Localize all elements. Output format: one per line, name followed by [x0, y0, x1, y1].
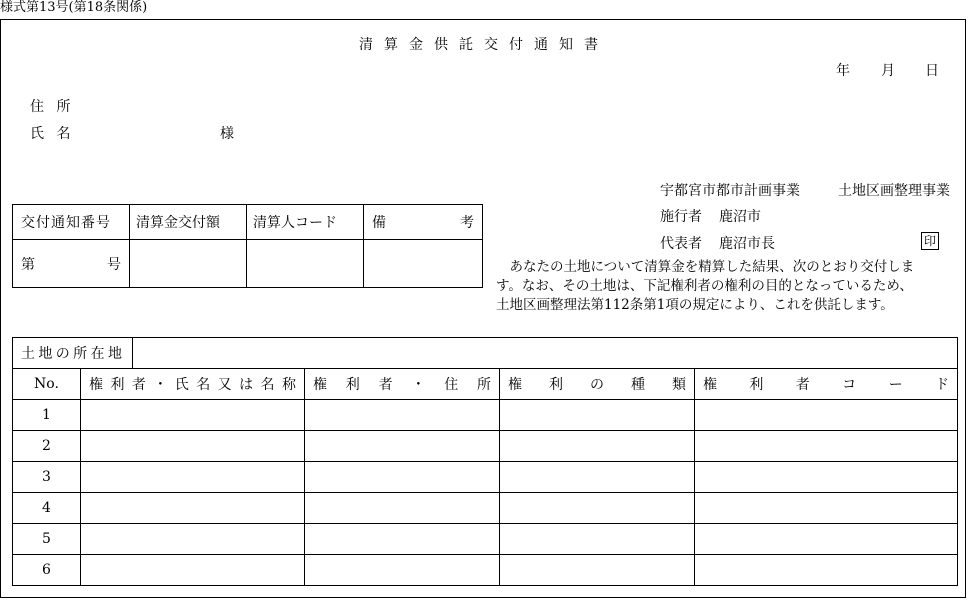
summary-table — [12, 204, 483, 288]
document-title: 清算金供託交付通知書 — [359, 37, 609, 53]
header-amount: 清算金交付額 — [130, 205, 247, 240]
payer-code-cell — [247, 240, 364, 288]
executor-name: 鹿沼市 — [719, 209, 761, 225]
date-day-label: 日 — [925, 63, 939, 79]
date-month-label: 月 — [881, 63, 895, 79]
remarks-char-2: 考 — [460, 215, 474, 231]
header-notice-number: 交付通知番号 — [13, 205, 130, 240]
issuer-project-type: 土地区画整理事業 — [838, 183, 950, 199]
seal-mark: 印 — [921, 232, 939, 250]
notice-line-3: 土地区画整理法第112条第1項の規定により、これを供託します。 — [496, 297, 894, 313]
table-row: 2 — [13, 431, 958, 462]
notice-line-1: あなたの土地について清算金を精算した結果、次のとおり交付しま — [509, 259, 915, 275]
header-holder-address: 権 利 者 ・ 住 所 — [305, 369, 500, 400]
representative-label: 代表者 — [660, 236, 702, 252]
date-year-label: 年 — [836, 63, 850, 79]
header-remarks — [364, 205, 483, 240]
amount-cell — [130, 240, 247, 288]
header-no: No. — [13, 369, 81, 400]
table-row: 3 — [13, 462, 958, 493]
remarks-char-1: 備 — [372, 215, 386, 231]
table-row: 5 — [13, 524, 958, 555]
notice-text — [496, 258, 956, 315]
table-row: 1 — [13, 400, 958, 431]
recipient-address-label: 住 所 — [30, 99, 75, 115]
form-number-label: 様式第13号(第18条関係) — [0, 0, 148, 15]
representative-name: 鹿沼市長 — [719, 236, 775, 252]
notice-line-2: す。なお、その土地は、下記権利者の権利の目的となっているため、 — [496, 278, 913, 294]
recipient-honorific: 様 — [220, 126, 234, 142]
header-holder-name: 権 利 者 ・ 氏 名 又 は 名 称 — [81, 369, 305, 400]
land-location-label-cell: 土 地 の 所 在 地 — [13, 338, 133, 369]
issuer-project: 宇都宮市都市計画事業 — [660, 183, 800, 199]
header-right-type: 権 利 の 種 類 — [500, 369, 695, 400]
land-location-value-cell — [133, 338, 958, 369]
land-rights-table — [12, 337, 958, 586]
header-holder-code: 権 利 者 コ ー ド — [695, 369, 958, 400]
remarks-cell — [364, 240, 483, 288]
notice-number-cell: 第 号 — [13, 240, 130, 288]
table-row: 6 — [13, 555, 958, 586]
table-row: 4 — [13, 493, 958, 524]
recipient-name-label: 氏 名 — [30, 126, 75, 142]
header-payer-code: 清算人コード — [247, 205, 364, 240]
executor-label: 施行者 — [660, 209, 702, 225]
